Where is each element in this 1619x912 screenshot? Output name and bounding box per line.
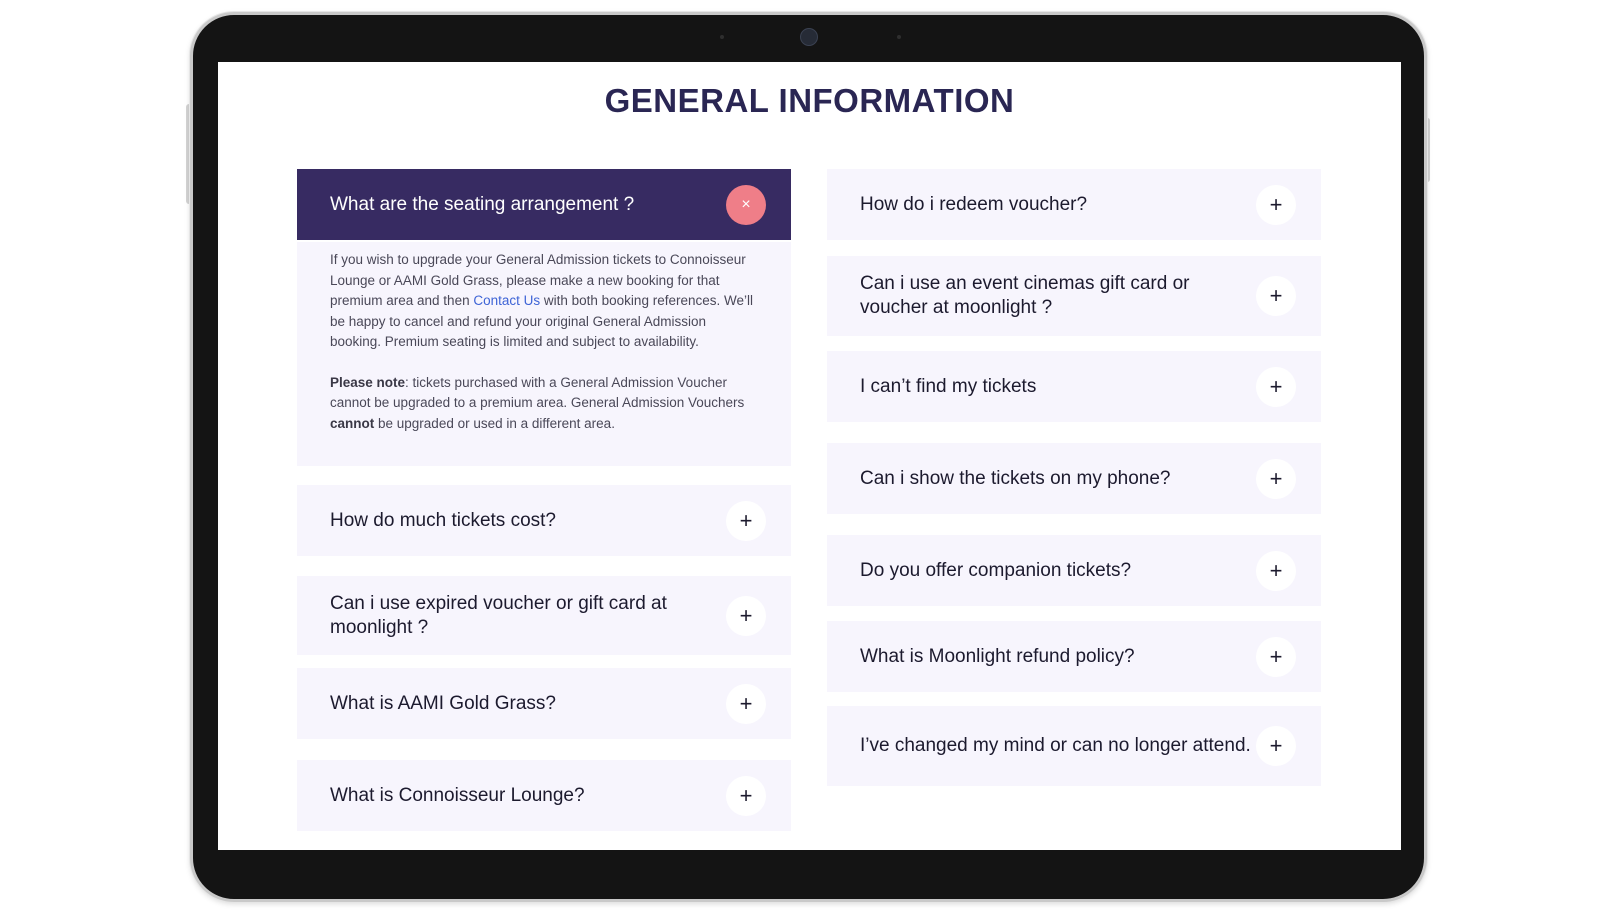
tablet-sensor <box>897 35 901 39</box>
plus-icon[interactable]: + <box>1256 185 1296 225</box>
faq-question: How do much tickets cost? <box>330 509 556 531</box>
page-title: GENERAL INFORMATION <box>604 82 1015 119</box>
faq-item-tickets-on-phone[interactable] <box>827 443 1321 514</box>
faq-item-seating[interactable] <box>297 169 791 240</box>
answer-note: Please note: tickets purchased with a General Admission Voucher cannot be upgraded to a premium area. General Admission Vouchers cannot be upgraded or used in a different area. <box>330 374 745 431</box>
faq-item-connoisseur-lounge[interactable] <box>297 760 791 831</box>
plus-icon[interactable]: + <box>1256 276 1296 316</box>
note-emphasis: cannot <box>330 415 375 431</box>
plus-icon[interactable]: + <box>726 596 766 636</box>
faq-question: Can i use expired voucher or gift card at moonlight ? <box>330 592 667 638</box>
faq-item-ticket-cost[interactable] <box>297 485 791 556</box>
faq-answer <box>297 242 791 466</box>
faq-item-companion-tickets[interactable] <box>827 535 1321 606</box>
faq-item-event-cinemas-gift-card[interactable] <box>827 256 1321 336</box>
faq-item-refund-policy[interactable] <box>827 621 1321 692</box>
plus-icon[interactable]: + <box>1256 459 1296 499</box>
plus-icon[interactable]: + <box>726 684 766 724</box>
faq-item-cant-find-tickets[interactable] <box>827 351 1321 422</box>
plus-icon[interactable]: + <box>1256 551 1296 591</box>
tablet-sensor <box>720 35 724 39</box>
faq-question: Can i show the tickets on my phone? <box>860 467 1171 489</box>
faq-question: I can’t find my tickets <box>860 375 1037 397</box>
faq-question: How do i redeem voucher? <box>860 193 1088 215</box>
faq-item-redeem-voucher[interactable] <box>827 169 1321 240</box>
plus-icon[interactable]: + <box>726 501 766 541</box>
faq-question: Can i use an event cinemas gift card or voucher at moonlight ? <box>860 273 1190 318</box>
plus-icon[interactable]: + <box>1256 726 1296 766</box>
faq-question: What is Connoisseur Lounge? <box>330 784 585 806</box>
faq-question: What is Moonlight refund policy? <box>860 645 1135 667</box>
faq-question: What are the seating arrangement ? <box>330 193 635 215</box>
tablet-screen <box>218 62 1401 850</box>
answer-paragraph: If you wish to upgrade your General Admission tickets to Connoisseur Lounge or AAMI Gold Grass, please make a new booking for that premium area and then Contact Us with both booking references. We’ll be happy to cancel and refund your original General Admission booking. Premium seating is limited and subject to availability. <box>330 252 753 349</box>
faq-item-gold-grass[interactable] <box>297 668 791 739</box>
contact-us-link[interactable]: Contact Us <box>473 293 541 308</box>
plus-icon[interactable]: + <box>1256 367 1296 407</box>
camera-icon <box>800 28 818 46</box>
faq-question: What is AAMI Gold Grass? <box>330 692 556 714</box>
faq-question: I’ve changed my mind or can no longer attend. <box>860 735 1251 756</box>
note-label: Please note <box>330 374 406 390</box>
plus-icon[interactable]: + <box>1256 637 1296 677</box>
plus-icon[interactable]: + <box>726 776 766 816</box>
faq-item-changed-mind[interactable] <box>827 706 1321 786</box>
faq-question: Do you offer companion tickets? <box>860 559 1132 581</box>
close-icon[interactable]: × <box>726 185 766 225</box>
faq-item-expired-voucher[interactable] <box>297 576 791 655</box>
